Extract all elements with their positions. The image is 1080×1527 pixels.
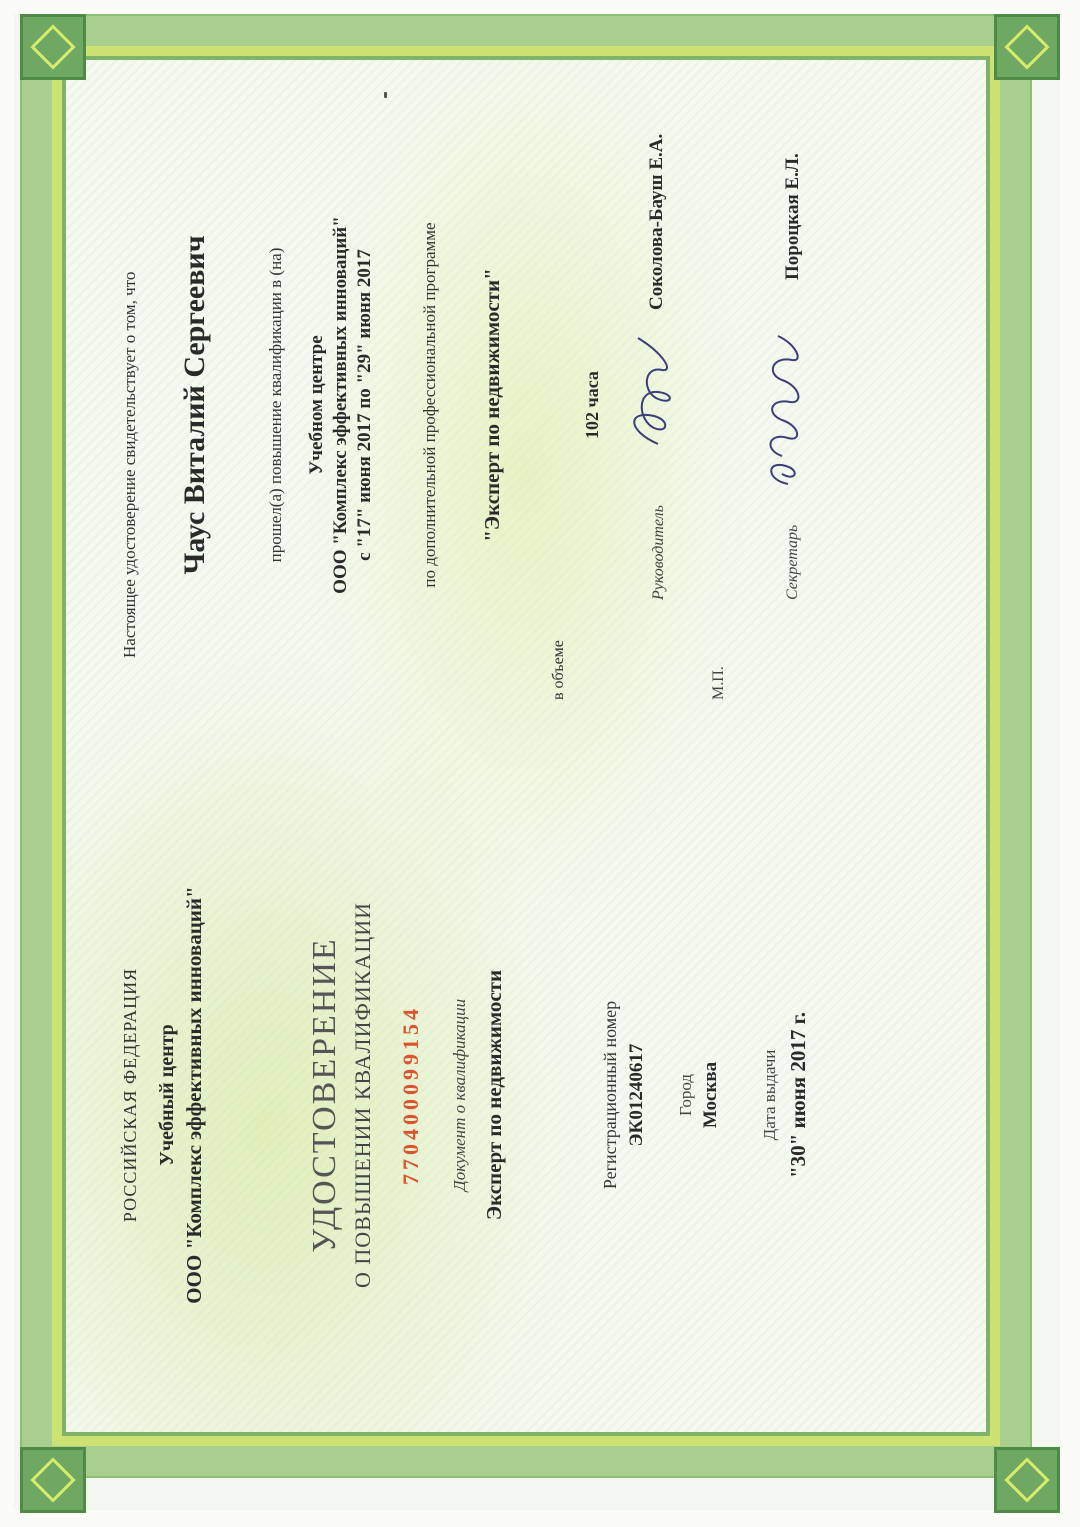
training-org-name: ООО "Комплекс эффективных инноваций" bbox=[330, 216, 351, 594]
intro-text: Настоящее удостоверение свидетельствует о том, что bbox=[120, 271, 139, 658]
program-name: "Эксперт по недвижимости" bbox=[480, 268, 504, 542]
corner-ornament-icon bbox=[994, 1447, 1060, 1513]
director-name: Соколова-Бауш Е.А. bbox=[646, 133, 667, 310]
secretary-label: Секретарь bbox=[784, 524, 801, 600]
country-heading: РОССИЙСКАЯ ФЕДЕРАЦИЯ bbox=[120, 967, 140, 1223]
registration-label: Регистрационный номер bbox=[600, 1000, 620, 1190]
qualification-label: Документ о квалификации bbox=[450, 998, 469, 1192]
document-number: 770400099154 bbox=[398, 1005, 423, 1185]
secretary-name: Пороцкая Е.Л. bbox=[782, 153, 803, 280]
holder-name: Чаус Виталий Сергеевич bbox=[178, 235, 211, 575]
org-type: Учебный центр bbox=[156, 1024, 178, 1166]
corner-ornament-icon bbox=[20, 1447, 86, 1513]
issue-date: "30" июня 2017 г. bbox=[786, 1011, 810, 1179]
program-label: по дополнительной профессиональной программе bbox=[420, 222, 439, 588]
passed-text: прошел(а) повышение квалификации в (на) bbox=[266, 247, 285, 563]
issue-date-label: Дата выдачи bbox=[760, 1049, 779, 1141]
signature-icon bbox=[618, 330, 688, 450]
org-name: ООО "Комплекс эффективных инноваций" bbox=[182, 886, 206, 1304]
director-label: Руководитель bbox=[650, 505, 667, 600]
training-dates: с "17" июня 2017 по "29" июня 2017 bbox=[354, 249, 375, 561]
right-page bbox=[70, 60, 990, 750]
document-subtitle: О ПОВЫШЕНИИ КВАЛИФИКАЦИИ bbox=[350, 902, 375, 1288]
volume-value: 102 часа bbox=[582, 371, 602, 439]
document-title: УДОСТОВЕРЕНИЕ bbox=[306, 937, 343, 1253]
signature-icon bbox=[752, 330, 812, 490]
city-value: Москва bbox=[700, 1061, 721, 1129]
volume-label: в объеме bbox=[550, 640, 567, 700]
corner-ornament-icon bbox=[994, 14, 1060, 80]
left-page bbox=[70, 750, 990, 1440]
certificate-content bbox=[70, 60, 990, 1440]
city-label: Город bbox=[676, 1074, 695, 1116]
registration-number: ЭК01240617 bbox=[626, 1043, 647, 1147]
director-signature bbox=[618, 330, 688, 450]
training-center: Учебном центре bbox=[306, 335, 327, 475]
qualification-value: Эксперт по недвижимости bbox=[482, 969, 506, 1221]
stamp-place-label: М.П. bbox=[710, 666, 727, 700]
secretary-signature bbox=[752, 330, 812, 490]
